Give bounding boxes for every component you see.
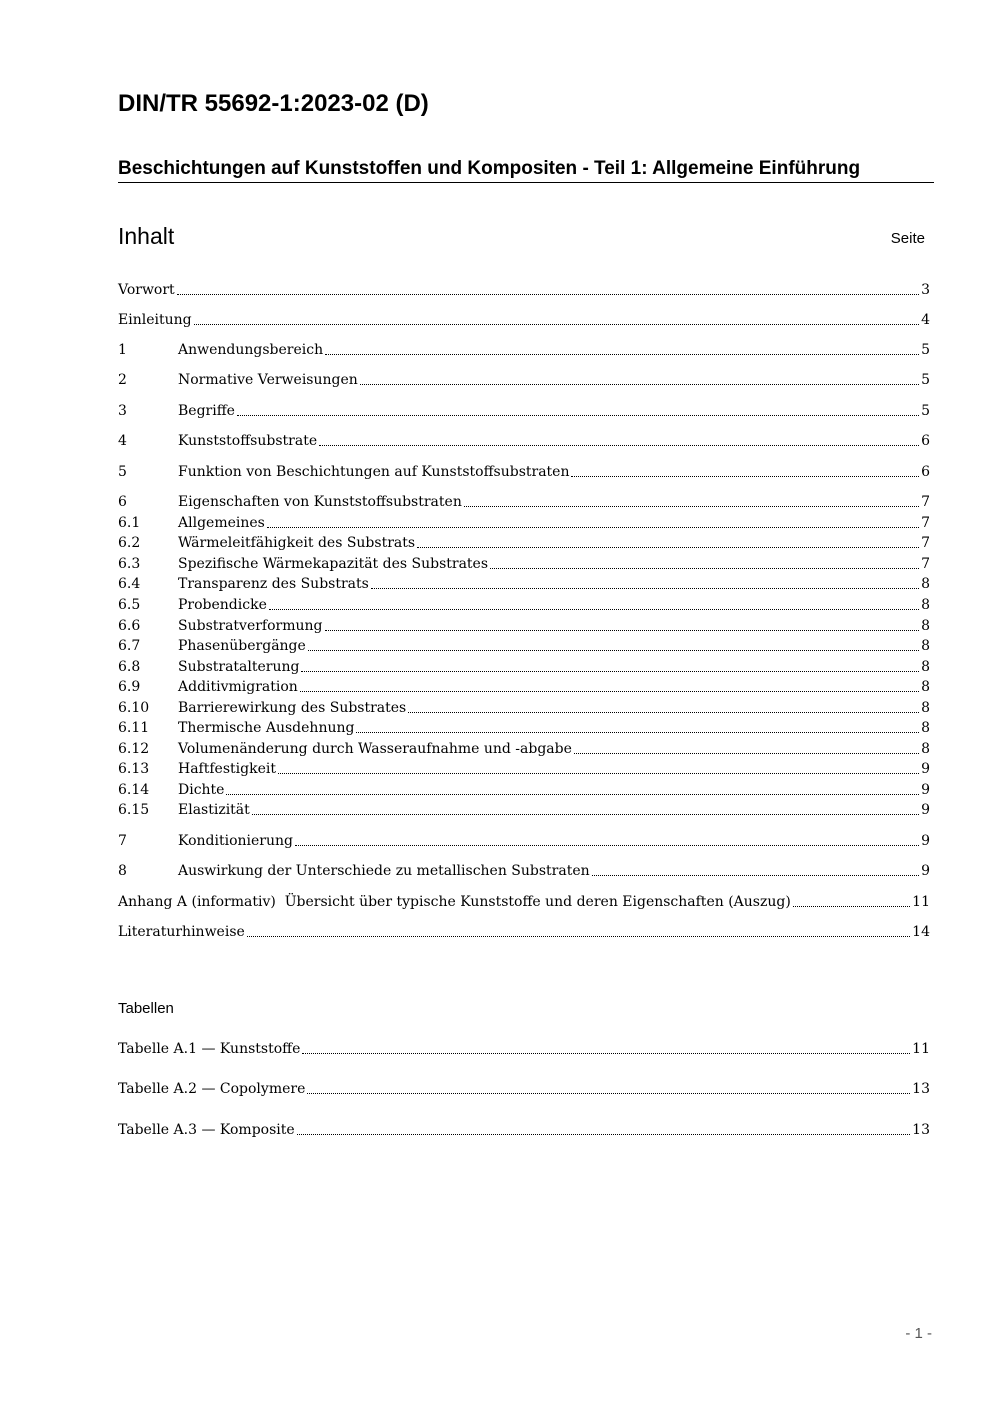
toc-entry[interactable] (118, 780, 930, 800)
toc-entry-label: Additivmigration (178, 679, 298, 695)
dot-leader (194, 323, 920, 325)
dot-leader (307, 1092, 910, 1094)
toc-heading: Inhalt (118, 223, 175, 249)
toc-entry-number: 6.7 (118, 638, 141, 654)
dot-leader (237, 414, 919, 416)
toc-entry-label: Eigenschaften von Kunststoffsubstraten (178, 494, 462, 510)
table-list-entry-label: Tabelle A.3 — Komposite (118, 1122, 295, 1138)
toc-entry-page: 9 (921, 761, 930, 777)
dot-leader (360, 383, 919, 385)
table-list-entry-page: 13 (912, 1081, 930, 1097)
toc-entry-label: Barrierewirkung des Substrates (178, 700, 407, 716)
toc-entry-number: 6.8 (118, 659, 141, 675)
table-list-entry[interactable] (118, 1120, 930, 1140)
toc-entry-page: 5 (921, 342, 930, 358)
dot-leader (247, 935, 910, 937)
toc-entry-page: 9 (921, 802, 930, 818)
toc-entry-page: 14 (912, 924, 930, 940)
toc-entry-label: Begriffe (178, 403, 235, 419)
toc-entry-page: 8 (921, 659, 930, 675)
toc-entry[interactable] (118, 636, 930, 656)
table-list-entry-label: Tabelle A.1 — Kunststoffe (118, 1041, 301, 1057)
toc-entry-page: 8 (921, 638, 930, 654)
dot-leader (574, 752, 919, 754)
toc-entry-label: Spezifische Wärmekapazität des Substrates (178, 556, 489, 572)
toc-entry-label: Kunststoffsubstrate (178, 433, 318, 449)
toc-entry[interactable] (118, 892, 930, 912)
toc-entry-page: 7 (921, 535, 930, 551)
toc-entry-number: 6.13 (118, 761, 150, 777)
dot-leader (295, 844, 919, 846)
toc-entry-label: Anhang A (informativ) Übersicht über typische Kunststoffe und deren Eigenschaften (Auszug) (118, 894, 791, 910)
toc-entry-page: 8 (921, 720, 930, 736)
table-list-entry-page: 13 (912, 1122, 930, 1138)
toc-entry-number: 2 (118, 372, 127, 388)
dot-leader (267, 526, 919, 528)
toc-entry[interactable] (118, 800, 930, 820)
toc-page-column-label: Seite (890, 230, 925, 247)
toc-entry[interactable] (118, 280, 930, 300)
toc-entry[interactable] (118, 513, 930, 533)
dot-leader (177, 293, 919, 295)
toc-entry-label: Allgemeines (178, 515, 265, 531)
toc-entry[interactable] (118, 831, 930, 851)
toc-entry-label: Einleitung (118, 312, 192, 328)
toc-entry-page: 8 (921, 741, 930, 757)
dot-leader (301, 670, 919, 672)
toc-entry-label: Normative Verweisungen (178, 372, 358, 388)
toc-entry[interactable] (118, 310, 930, 330)
dot-leader (490, 567, 919, 569)
toc-entry-page: 8 (921, 618, 930, 634)
dot-leader (297, 1133, 911, 1135)
document-id: DIN/TR 55692-1:2023-02 (D) (118, 90, 429, 117)
toc-entry-number: 6.14 (118, 782, 150, 798)
page-number: - 1 - (905, 1325, 932, 1342)
dot-leader (278, 772, 919, 774)
toc-entry-label: Transparenz des Substrats (178, 576, 369, 592)
toc-entry-label: Probendicke (178, 597, 267, 613)
toc-entry-page: 3 (921, 282, 930, 298)
toc-entry-page: 7 (921, 494, 930, 510)
dot-leader (302, 1052, 910, 1054)
toc-entry-label: Dichte (178, 782, 225, 798)
toc-entry-label: Anwendungsbereich (178, 342, 324, 358)
toc-entry-page: 6 (921, 464, 930, 480)
toc-entry-number: 6.11 (118, 720, 150, 736)
toc-entry[interactable] (118, 431, 930, 451)
toc-entry[interactable] (118, 718, 930, 738)
toc-entry-page: 6 (921, 433, 930, 449)
toc-entry-number: 1 (118, 342, 127, 358)
dot-leader (464, 505, 919, 507)
toc-entry-label: Phasenübergänge (178, 638, 306, 654)
toc-entry-page: 11 (912, 894, 930, 910)
toc-entry[interactable] (118, 401, 930, 421)
table-list-entry-page: 11 (912, 1041, 930, 1057)
toc-entry-label: Haftfestigkeit (178, 761, 276, 777)
toc-entry-number: 7 (118, 833, 127, 849)
toc-entry-number: 6.12 (118, 741, 150, 757)
toc-entry[interactable] (118, 574, 930, 594)
toc-entry[interactable] (118, 677, 930, 697)
toc-entry[interactable] (118, 922, 930, 942)
toc-entry-label: Vorwort (118, 282, 175, 298)
toc-entry-page: 8 (921, 597, 930, 613)
toc-entry-number: 6.2 (118, 535, 141, 551)
table-list-entry-label: Tabelle A.2 — Copolymere (118, 1081, 306, 1097)
toc-entry-label: Wärmeleitfähigkeit des Substrats (178, 535, 416, 551)
toc-entry-number: 6.6 (118, 618, 141, 634)
table-list-entry[interactable] (118, 1079, 930, 1099)
toc-entry-number: 6.5 (118, 597, 141, 613)
toc-entry-label: Volumenänderung durch Wasseraufnahme und -abgabe (178, 741, 572, 757)
toc-entry-page: 8 (921, 679, 930, 695)
toc-entry[interactable] (118, 616, 930, 636)
toc-entry-label: Funktion von Beschichtungen auf Kunststoffsubstraten (178, 464, 570, 480)
toc-entry-number: 6.9 (118, 679, 141, 695)
toc-entry-page: 5 (921, 372, 930, 388)
dot-leader (252, 813, 919, 815)
dot-leader (793, 905, 910, 907)
dot-leader (269, 608, 919, 610)
toc-entry-page: 9 (921, 833, 930, 849)
dot-leader (319, 444, 919, 446)
toc-entry-label: Substratverformung (178, 618, 323, 634)
toc-entry-page: 4 (921, 312, 930, 328)
dot-leader (356, 731, 919, 733)
toc-entry[interactable] (118, 657, 930, 677)
dot-leader (592, 874, 919, 876)
toc-entry-number: 6.15 (118, 802, 150, 818)
toc-entry-page: 8 (921, 576, 930, 592)
toc-entry[interactable] (118, 698, 930, 718)
toc-entry[interactable] (118, 759, 930, 779)
tables-heading: Tabellen (118, 1000, 174, 1017)
toc-entry[interactable] (118, 739, 930, 759)
toc-entry-page: 8 (921, 700, 930, 716)
toc-entry-number: 6.3 (118, 556, 141, 572)
toc-entry[interactable] (118, 533, 930, 553)
toc-entry[interactable] (118, 370, 930, 390)
toc-entry-page: 9 (921, 782, 930, 798)
dot-leader (308, 649, 919, 651)
table-list-entry[interactable] (118, 1039, 930, 1059)
dot-leader (571, 475, 919, 477)
toc-entry-number: 6 (118, 494, 127, 510)
dot-leader (325, 353, 919, 355)
toc-entry-number: 5 (118, 464, 127, 480)
toc-entry-number: 6.1 (118, 515, 141, 531)
dot-leader (300, 690, 919, 692)
toc-entry[interactable] (118, 554, 930, 574)
toc-entry-number: 3 (118, 403, 127, 419)
dot-leader (325, 629, 920, 631)
toc-entry[interactable] (118, 595, 930, 615)
toc-entry-label: Elastizität (178, 802, 250, 818)
toc-entry[interactable] (118, 861, 930, 881)
toc-entry-label: Substratalterung (178, 659, 300, 675)
toc-entry-page: 7 (921, 556, 930, 572)
toc-entry-label: Konditionierung (178, 833, 293, 849)
toc-entry-page: 5 (921, 403, 930, 419)
toc-entry[interactable] (118, 340, 930, 360)
dot-leader (371, 587, 919, 589)
dot-leader (417, 546, 919, 548)
toc-entry-label: Auswirkung der Unterschiede zu metallischen Substraten (178, 863, 590, 879)
toc-entry-page: 9 (921, 863, 930, 879)
toc-entry[interactable] (118, 462, 930, 482)
toc-entry-page: 7 (921, 515, 930, 531)
dot-leader (226, 793, 919, 795)
toc-entry-label: Literaturhinweise (118, 924, 245, 940)
toc-entry-number: 6.4 (118, 576, 141, 592)
toc-entry-number: 6.10 (118, 700, 150, 716)
toc-entry-label: Thermische Ausdehnung (178, 720, 355, 736)
toc-entry-number: 8 (118, 863, 127, 879)
toc-entry[interactable] (118, 492, 930, 512)
dot-leader (408, 711, 919, 713)
document-subtitle: Beschichtungen auf Kunststoffen und Kompositen - Teil 1: Allgemeine Einführung (118, 158, 934, 183)
toc-entry-number: 4 (118, 433, 127, 449)
